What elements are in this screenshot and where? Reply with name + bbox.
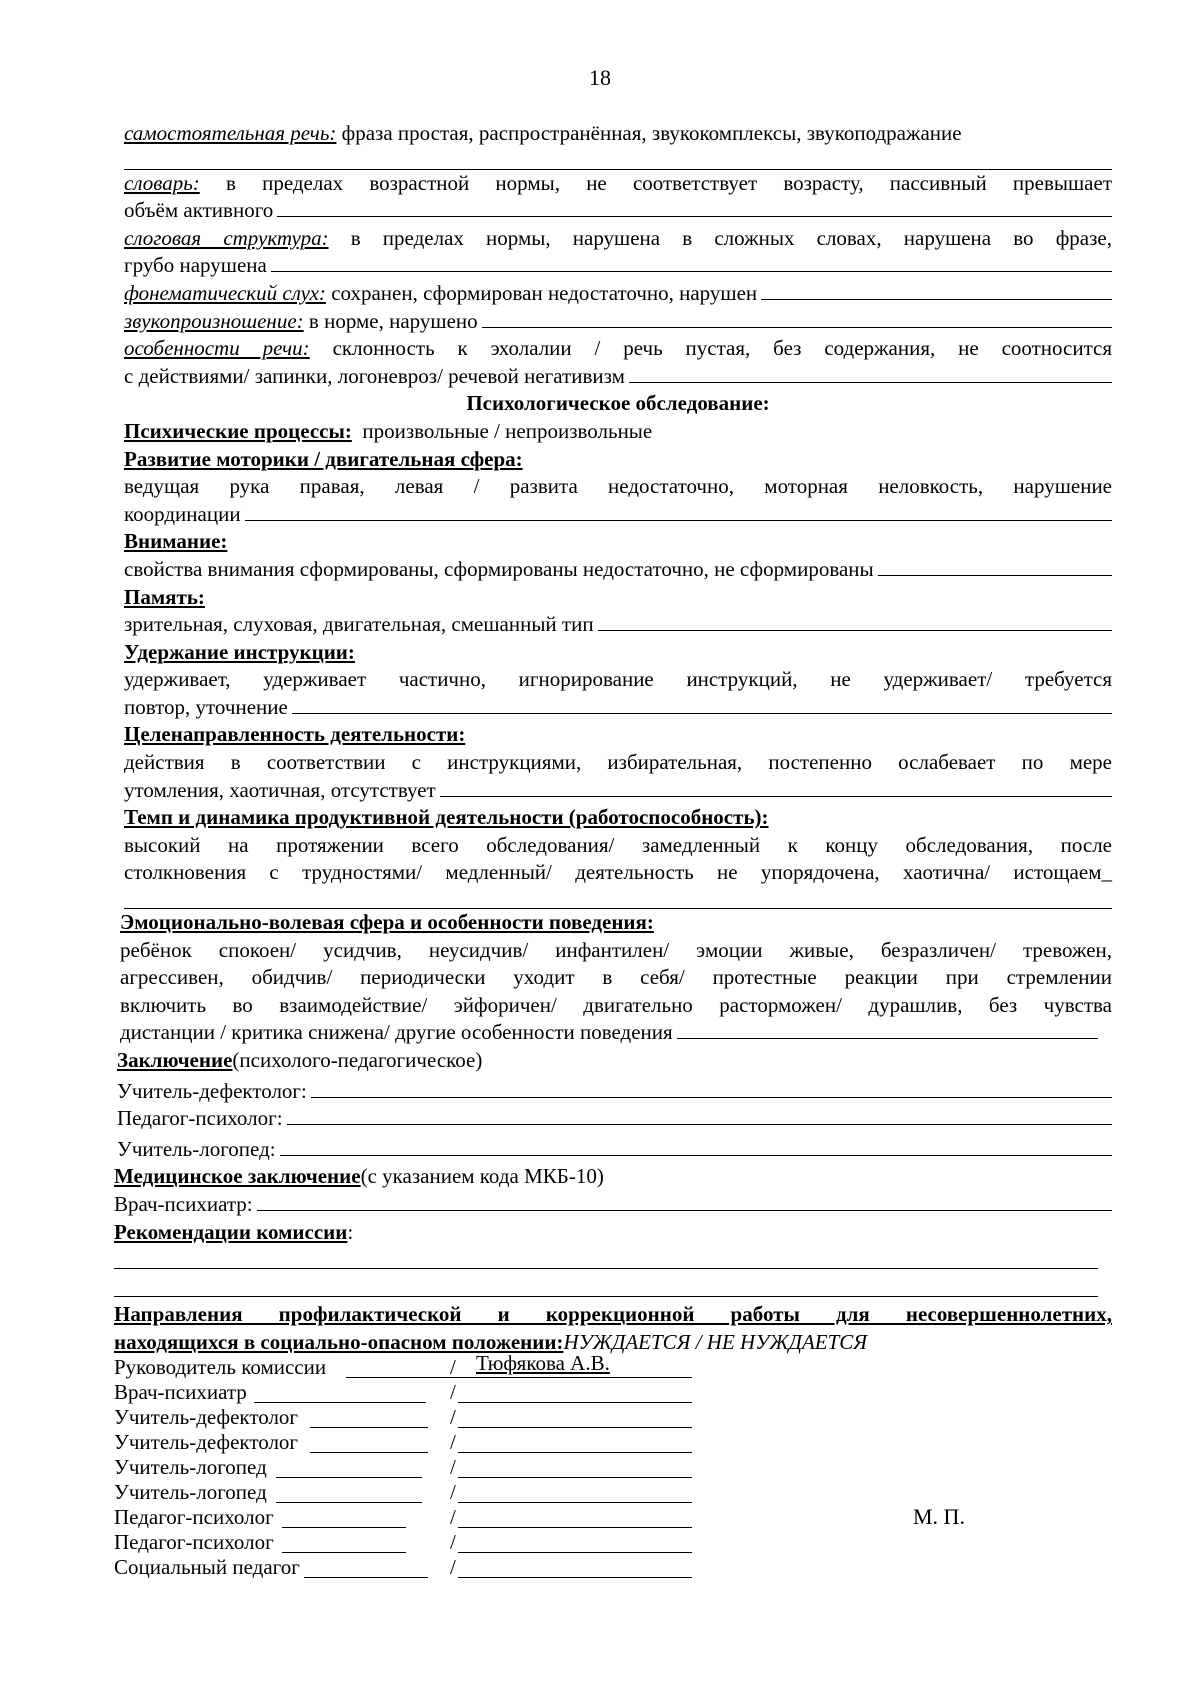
- attention-text: свойства внимания сформированы, сформированы недостаточно, не сформированы: [124, 556, 874, 581]
- signature-slash: /: [450, 1404, 456, 1429]
- signature-name-blank[interactable]: [458, 1577, 692, 1578]
- instruction-line-2: [124, 694, 1112, 722]
- signature-row: [114, 1531, 1112, 1556]
- memory-label: Память:: [124, 584, 205, 609]
- emotion-text-3: включить во взаимодействие/ эйфоричен/ двигательно расторможен/ дурашлив, без чувства: [120, 992, 1112, 1017]
- signature-name-blank[interactable]: [458, 1427, 692, 1428]
- syllable-blank[interactable]: [271, 253, 1112, 272]
- emotion-text-1: ребёнок спокоен/ усидчив, неусидчив/ инфантилен/ эмоции живые, безразличен/ тревожен,: [120, 937, 1112, 962]
- vocabulary-blank[interactable]: [277, 198, 1112, 217]
- signature-role: Руководитель комиссии: [114, 1354, 327, 1379]
- page-number: 18: [589, 65, 611, 90]
- emotion-text-4: дистанции / критика снижена/ другие особенности поведения: [120, 1020, 673, 1045]
- signature-blank[interactable]: [282, 1551, 406, 1553]
- speech-therapist-label: Учитель-логопед:: [117, 1136, 276, 1161]
- emotion-blank[interactable]: [677, 1020, 1098, 1039]
- phonemic-line: [124, 280, 1112, 308]
- signature-slash: /: [450, 1479, 456, 1504]
- independent-speech-label: самостоятельная речь:: [124, 121, 337, 145]
- conclusion-label: Заключение: [117, 1048, 233, 1072]
- commission-head-name: Тюфякова А.В.: [476, 1350, 610, 1375]
- signature-role: Учитель-дефектолог: [114, 1404, 299, 1429]
- medical-conclusion-line: [114, 1163, 1112, 1191]
- vocabulary-text: в пределах возрастной нормы, не соответствует возрасту, пассивный превышает: [225, 170, 1113, 195]
- signature-blank[interactable]: [310, 1451, 428, 1453]
- speech-features-label: особенности речи:: [124, 336, 310, 361]
- phonemic-label: фонематический слух:: [124, 280, 326, 305]
- signature-role: Социальный педагог: [114, 1554, 300, 1579]
- speech-features-line-2: [124, 363, 1112, 391]
- signature-row: [114, 1381, 1112, 1406]
- instruction-text-2: повтор, уточнение: [124, 694, 288, 719]
- purpose-blank[interactable]: [440, 778, 1112, 797]
- motor-text-2: координации: [124, 501, 241, 526]
- motor-label: Развитие моторики / двигательная сфера:: [124, 446, 523, 471]
- medical-conclusion-label: Медицинское заключение: [114, 1164, 361, 1189]
- signature-blank[interactable]: [304, 1576, 428, 1578]
- directions-label-2: находящихся в социально-опасном положении:: [114, 1329, 564, 1354]
- pronunciation-text: в норме, нарушено: [308, 308, 478, 333]
- motor-text: ведущая рука правая, левая / развита недостаточно, моторная неловкость, нарушение: [124, 474, 1112, 499]
- signature-role: Учитель-логопед: [114, 1479, 267, 1504]
- signature-role: Врач-психиатр: [114, 1379, 247, 1404]
- speech-features-blank[interactable]: [629, 364, 1112, 383]
- vocabulary-line: [124, 170, 1112, 198]
- directions-line-1: Направления профилактической и коррекционной работы для несовершеннолетних,: [114, 1302, 1112, 1327]
- phonemic-blank[interactable]: [761, 281, 1112, 300]
- purpose-label: Целенаправленность деятельности:: [124, 722, 466, 747]
- pronunciation-blank[interactable]: [482, 309, 1112, 328]
- signature-slash: /: [450, 1504, 456, 1529]
- defectologist-label: Учитель-дефектолог:: [117, 1078, 307, 1103]
- psych-heading: Психологическое обследование:: [466, 391, 770, 416]
- emotion-line-4: [120, 1019, 1112, 1047]
- vocabulary-label: словарь:: [124, 170, 200, 195]
- psychologist-line: [117, 1105, 1112, 1133]
- signature-role: Учитель-дефектолог: [114, 1429, 299, 1454]
- mental-processes-text: произвольные / непроизвольные: [362, 418, 653, 443]
- attention-line: [124, 556, 1112, 584]
- signature-name-blank[interactable]: [458, 1402, 692, 1403]
- psychiatrist-line: [114, 1191, 1112, 1219]
- tempo-text-2: столкновения с трудностями/ медленный/ деятельность не упорядочена, хаотична/ истощаем_: [124, 860, 1112, 885]
- syllable-line: [124, 225, 1112, 253]
- signature-role: Педагог-психолог: [114, 1529, 274, 1554]
- signature-row: [114, 1406, 1112, 1431]
- tempo-label: Темп и динамика продуктивной деятельности (работоспособность):: [124, 805, 769, 830]
- signature-row: [114, 1431, 1112, 1456]
- purpose-text-2: утомления, хаотичная, отсутствует: [124, 777, 436, 802]
- signature-block: [114, 1350, 1112, 1581]
- signature-slash: /: [450, 1429, 456, 1454]
- pronunciation-label: звукопроизношение:: [124, 308, 304, 333]
- recommendations-label: Рекомендации комиссии: [114, 1219, 348, 1244]
- speech-features-line: [124, 335, 1112, 363]
- tempo-blank[interactable]: [124, 887, 1112, 909]
- signature-row: [114, 1350, 1112, 1381]
- attention-blank[interactable]: [878, 557, 1112, 576]
- attention-label: Внимание:: [124, 529, 228, 554]
- memory-blank[interactable]: [598, 612, 1112, 631]
- syllable-label: слоговая структура:: [124, 225, 329, 250]
- signature-name-blank[interactable]: [458, 1477, 692, 1478]
- signature-slash: /: [450, 1529, 456, 1554]
- signature-slash: /: [450, 1454, 456, 1479]
- independent-speech-text: фраза простая, распространённая, звукокомплексы, звукоподражание: [341, 121, 962, 145]
- instruction-text: удерживает, удерживает частично, игнорирование инструкций, не удерживает/ требуется: [124, 667, 1112, 692]
- directions-line-2: [114, 1329, 1112, 1357]
- signature-name-blank[interactable]: [458, 1527, 692, 1528]
- recommendations-colon: :: [347, 1219, 354, 1244]
- stamp-place: М. П.: [913, 1504, 965, 1529]
- recommendations-line: [114, 1219, 1112, 1247]
- syllable-text: в пределах нормы, нарушена в сложных словах, нарушена во фразе,: [350, 225, 1112, 250]
- psychologist-label: Педагог-психолог:: [117, 1106, 283, 1131]
- recommendations-blank-2[interactable]: [114, 1269, 1098, 1297]
- syllable-line-2: [124, 252, 1112, 280]
- signature-slash: /: [450, 1354, 456, 1379]
- instruction-label: Удержание инструкции:: [124, 639, 355, 664]
- recommendations-blank-1[interactable]: [114, 1246, 1098, 1269]
- independent-speech-line: [124, 120, 1112, 148]
- syllable-text-2: грубо нарушена: [124, 253, 267, 278]
- emotion-label: Эмоционально-волевая сфера и особенности поведения:: [120, 910, 654, 935]
- signature-row: [114, 1556, 1112, 1581]
- signature-name-blank[interactable]: [458, 1452, 692, 1453]
- memory-text: зрительная, слуховая, двигательная, смешанный тип: [124, 612, 594, 637]
- phonemic-text: сохранен, сформирован недостаточно, нарушен: [331, 280, 758, 305]
- conclusion-note: (психолого-педагогическое): [232, 1048, 483, 1072]
- signature-row: [114, 1456, 1112, 1481]
- speech-therapist-line: [117, 1136, 1112, 1164]
- signature-blank[interactable]: [276, 1501, 422, 1503]
- conclusion-line: [117, 1047, 1112, 1075]
- signature-role: Учитель-логопед: [114, 1454, 267, 1479]
- motor-blank[interactable]: [245, 502, 1112, 521]
- speech-therapist-blank[interactable]: [280, 1137, 1112, 1156]
- directions-status: НУЖДАЕТСЯ / НЕ НУЖДАЕТСЯ: [563, 1329, 868, 1354]
- signature-blank[interactable]: [276, 1476, 422, 1478]
- speech-features-text-2: с действиями/ запинки, логоневроз/ речевой негативизм: [124, 363, 625, 388]
- emotion-text-2: агрессивен, обидчив/ периодически уходит в себя/ протестные реакции при стремлении: [120, 965, 1112, 990]
- signature-blank[interactable]: [310, 1426, 428, 1428]
- speech-features-text: склонность к эхолалии / речь пустая, без содержания, не соотносится: [332, 336, 1113, 361]
- instruction-blank[interactable]: [292, 695, 1112, 714]
- document-body: [114, 120, 1113, 1581]
- signature-name-blank[interactable]: [458, 1552, 692, 1553]
- signature-blank[interactable]: [282, 1526, 406, 1528]
- purpose-text: действия в соответствии с инструкциями, избирательная, постепенно ослабевает по мере: [124, 750, 1112, 775]
- signature-name-blank[interactable]: [458, 1377, 692, 1378]
- signature-role: Педагог-психолог: [114, 1504, 274, 1529]
- psychologist-blank[interactable]: [287, 1106, 1112, 1125]
- mental-processes-line: [124, 418, 1112, 446]
- pronunciation-line: [124, 308, 1112, 336]
- psychiatrist-label: Врач-психиатр:: [114, 1191, 253, 1216]
- medical-conclusion-note: (с указанием кода МКБ-10): [360, 1164, 604, 1189]
- signature-name-blank[interactable]: [458, 1502, 692, 1503]
- mental-processes-label: Психические процессы:: [124, 418, 352, 443]
- defectologist-blank[interactable]: [311, 1079, 1112, 1098]
- signature-slash: /: [450, 1379, 456, 1404]
- vocabulary-text-2: объём активного: [124, 198, 274, 223]
- memory-line: [124, 611, 1112, 639]
- defectologist-line: [117, 1078, 1112, 1106]
- purpose-line-2: [124, 777, 1112, 805]
- signature-slash: /: [450, 1554, 456, 1579]
- tempo-text: высокий на протяжении всего обследования/ замедленный к концу обследования, после: [124, 832, 1112, 857]
- motor-line-2: [124, 501, 1112, 529]
- vocabulary-line-2: [124, 197, 1112, 225]
- psychiatrist-blank[interactable]: [257, 1192, 1112, 1211]
- independent-speech-blank[interactable]: [124, 148, 1112, 170]
